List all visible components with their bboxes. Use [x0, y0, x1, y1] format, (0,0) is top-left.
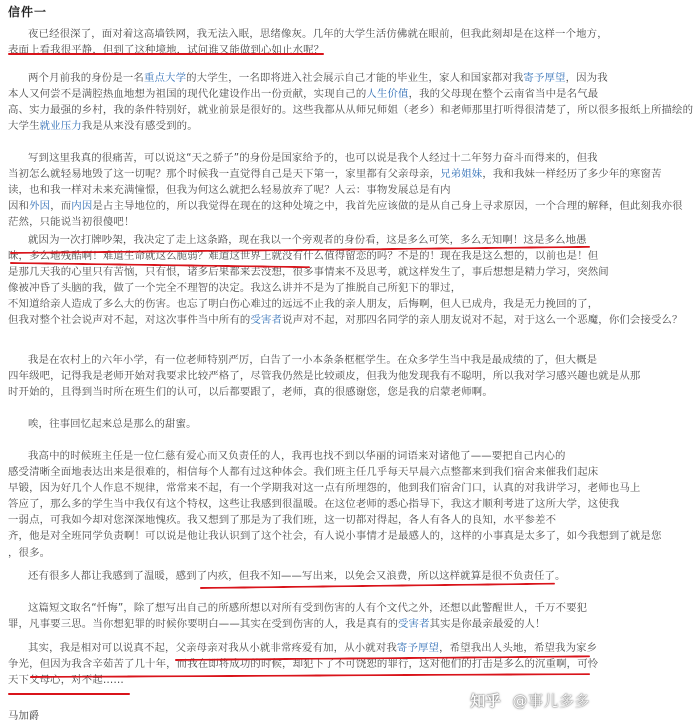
text-line: 我是在农村上的六年小学，有一位老师特别严厉，白告了一小本条条框框学生。在众多学生当中我是最成绩的了，但大概是: [28, 354, 598, 366]
text-line: 这篇短文取名“忏悔”，除了想写出自己的所感所想以对所有受到伤害的人有个文代之外，还想以此警醒世人，千万不要犯: [28, 602, 588, 614]
letter-paragraph: [8, 600, 592, 632]
inline-link[interactable]: 重点大学: [143, 72, 187, 84]
text-line: 不知道给亲人造成了多么大的伤害。也忘了明白伤心难过的远远不止我的亲人朋友，后悔啊，但人已成舟，我是无力挽回的了，: [8, 298, 599, 311]
text-line: 像被冲昏了头脑的我，做了一个完全不理智的决定。我这么讲并不是为了推脱自己所犯下的罪过，: [8, 282, 462, 295]
text-line: 昧，多么地残酷啊！难道生命就这么脆弱？难道这世界上就没有什么值得留恋的吗？不是的！现在我是这么想的，以前也是！但: [8, 250, 599, 263]
text-line: 天下父母心，对不起……: [8, 674, 124, 687]
text-line: 感受清晰全面地表达出来是很难的，相信每个人都有过这种体会。我们班主任几乎每天早晨六点整都来到我们宿舍来催我们起床: [8, 466, 599, 479]
text-line: 争光，但因为我含辛茹苦了几十年，而我在即将成功的时候，却犯下了不可饶恕的罪行，这对他们的打击是多么的沉重啊，可怜: [8, 658, 599, 671]
text-line: 唉，往事回忆起来总是那么的甜蜜。: [28, 418, 197, 430]
text-line: 还有很多人都让我感到了温暖，感到了内疚，但我不知——写出来，以免会又浪费，所以这样就算是很不负责任了。: [28, 570, 566, 582]
text-line: 是那几天我的心里只有苦恼，只有恨，诸多后果都来去没想，很多事情来不及思考，就这样发生了，事后想想是精力学习，突然间: [8, 266, 609, 279]
text-line: 表面上看我很平静，但到了这种境地，试问谁又能做到心如止水呢？: [8, 44, 325, 57]
text-line: 早锻，因为好几个人作息不规律，常常来不起，有一个学期我对这一点有所埋怨的，他到我们宿舍门口，认真的对我讲学习，老师也马上: [8, 482, 641, 495]
text-line: 罪，凡事要三思。当你想犯罪的时候你要明白——其实在受到伤害的人，我是真有的受害者其实是你最亲最爱的人！: [8, 618, 546, 631]
text-line: 一弱点，可我如今却对您深深地愧疚。我又想到了那是为了我们班，这一切都对得起，各人有各人的良知，水平参差不: [8, 514, 557, 527]
watermark-user: @事儿多多: [512, 692, 590, 710]
inline-link[interactable]: 寄予厚望: [523, 72, 566, 84]
text-line: 茫然，只能说当初很傻吧！: [8, 216, 135, 229]
text-line: 其实，我是相对可以说真不起，父亲母亲对我从小就非常疼爱有加，从小就对我寄予厚望，希望我出人头地，希望我为家乡: [28, 642, 598, 654]
text-line: 大学生就业压力我是从来没有感受到的。: [8, 120, 198, 133]
inline-link[interactable]: 人生价值: [366, 88, 409, 101]
inline-link[interactable]: 外因: [29, 200, 51, 213]
inline-link[interactable]: 兄弟姐妹: [440, 168, 483, 181]
letter-title: 信件一: [8, 5, 48, 19]
signature: 马加爵: [8, 710, 40, 722]
text-line: 本人又何尝不是满腔热血地想为祖国的现代化建设作出一份贡献，实现自己的人生价值，我的父母现在整个云南省当中是名气最: [8, 88, 599, 101]
text-line: 高、实力最强的乡村，我的条件特别好，就业前景是很好的。这些我都从从师兄师姐（老乡）和老师那里打听得很清楚了，所以很多报纸上所描绘的: [8, 104, 693, 117]
letter-paragraph: [8, 448, 662, 561]
text-line: 齐，他是对全班同学负责啊！可以说是他让我认识到了这个社会，有人说小事情才是最感人的，这样的小事真是太多了，如今我想到了就是您: [8, 530, 662, 543]
text-line: 写到这里我真的很痛苦，可以说这“天之骄子”的身份是国家给予的，也可以说是我个人经过十二年努力奋斗而得来的，但我: [28, 152, 598, 164]
text-line: 夜已经很深了，面对着这高墙铁网，我无法入眠，思绪像灰。几年的大学生活仿佛就在眼前，但我此刻却是在这样一个地方，: [28, 28, 608, 40]
text-line: 我高中的时候班主任是一位仁慈有爱心而又负责任的人，我再也找不到以华丽的词语来对诸他了——要把自己内心的: [28, 450, 566, 462]
text-line: 四年级吧，记得我是老师开始对我要求比较严格了，尽管我仍然是比较顽皮，但我为他发现我有不聪明，所以我对学习感兴趣也就是从那: [8, 370, 641, 383]
letter-paragraph: [8, 70, 693, 134]
red-underline-stroke: [8, 693, 130, 695]
zhihu-watermark: [470, 690, 590, 711]
red-underline-stroke: [8, 53, 324, 55]
text-line: 当初怎么就轻易地毁了这一切呢？那个时候我一直觉得自己是天下第一，家里都有父亲母亲，兄弟姐妹，我和我妹一样经历了多少年的寒窗苦: [8, 168, 662, 181]
text-line: 答应了，那么多的学生当中我仅有这个特权，这些让我感到很温暖。在这位老师的悉心指导下，我这才顺利考进了这所大学，这使我: [8, 498, 620, 511]
zhihu-logo: 知乎: [470, 692, 502, 710]
inline-link[interactable]: 寄予厚望: [396, 642, 440, 654]
text-line: 时开始的，且得到当时所在班生们的认可，以后都要跟了，老师，真的很感谢您，您是我的启蒙老师啊。: [8, 386, 493, 399]
inline-link[interactable]: 就业压力: [39, 120, 82, 133]
inline-link[interactable]: 受害者: [398, 618, 430, 631]
inline-link[interactable]: 受害者: [250, 314, 283, 327]
letter-paragraph: [8, 416, 592, 432]
text-line: 因和外因，而内因是占主导地位的，所以我觉得在现在的这种处境之中，我首先应该做的是从自己身上寻求原因，一个合理的解释，但此刻我亦很: [8, 200, 683, 213]
letter-paragraph: [8, 640, 599, 688]
letter-paragraph: [8, 568, 592, 584]
text-line: ，很多。: [8, 546, 51, 559]
inline-link[interactable]: 内因: [71, 200, 93, 213]
text-line: 两个月前我的身份是一名重点大学的大学生，一名即将进入社会展示自己才能的毕业生，家人和国家都对我寄予厚望，因为我: [28, 72, 608, 84]
letter-paragraph: [8, 352, 641, 400]
text-line: 但我对整个社会说声对不起，对这次事件当中所有的受害者说声对不起，对那四名同学的亲人朋友说对不起，对于这么一个恶魔，你们会接受么？: [8, 314, 683, 327]
letter-paragraph: [8, 150, 683, 230]
text-line: 就因为一次打牌吵架，我决定了走上这条路，现在我以一个旁观者的身份看，这是多么可笑，多么无知啊！这是多么地愚: [28, 234, 587, 246]
text-line: 读，也和我一样对未来充满憧憬，但我为何这么就把么轻易放弃了呢？人云：事物发展总是有内: [8, 184, 451, 197]
